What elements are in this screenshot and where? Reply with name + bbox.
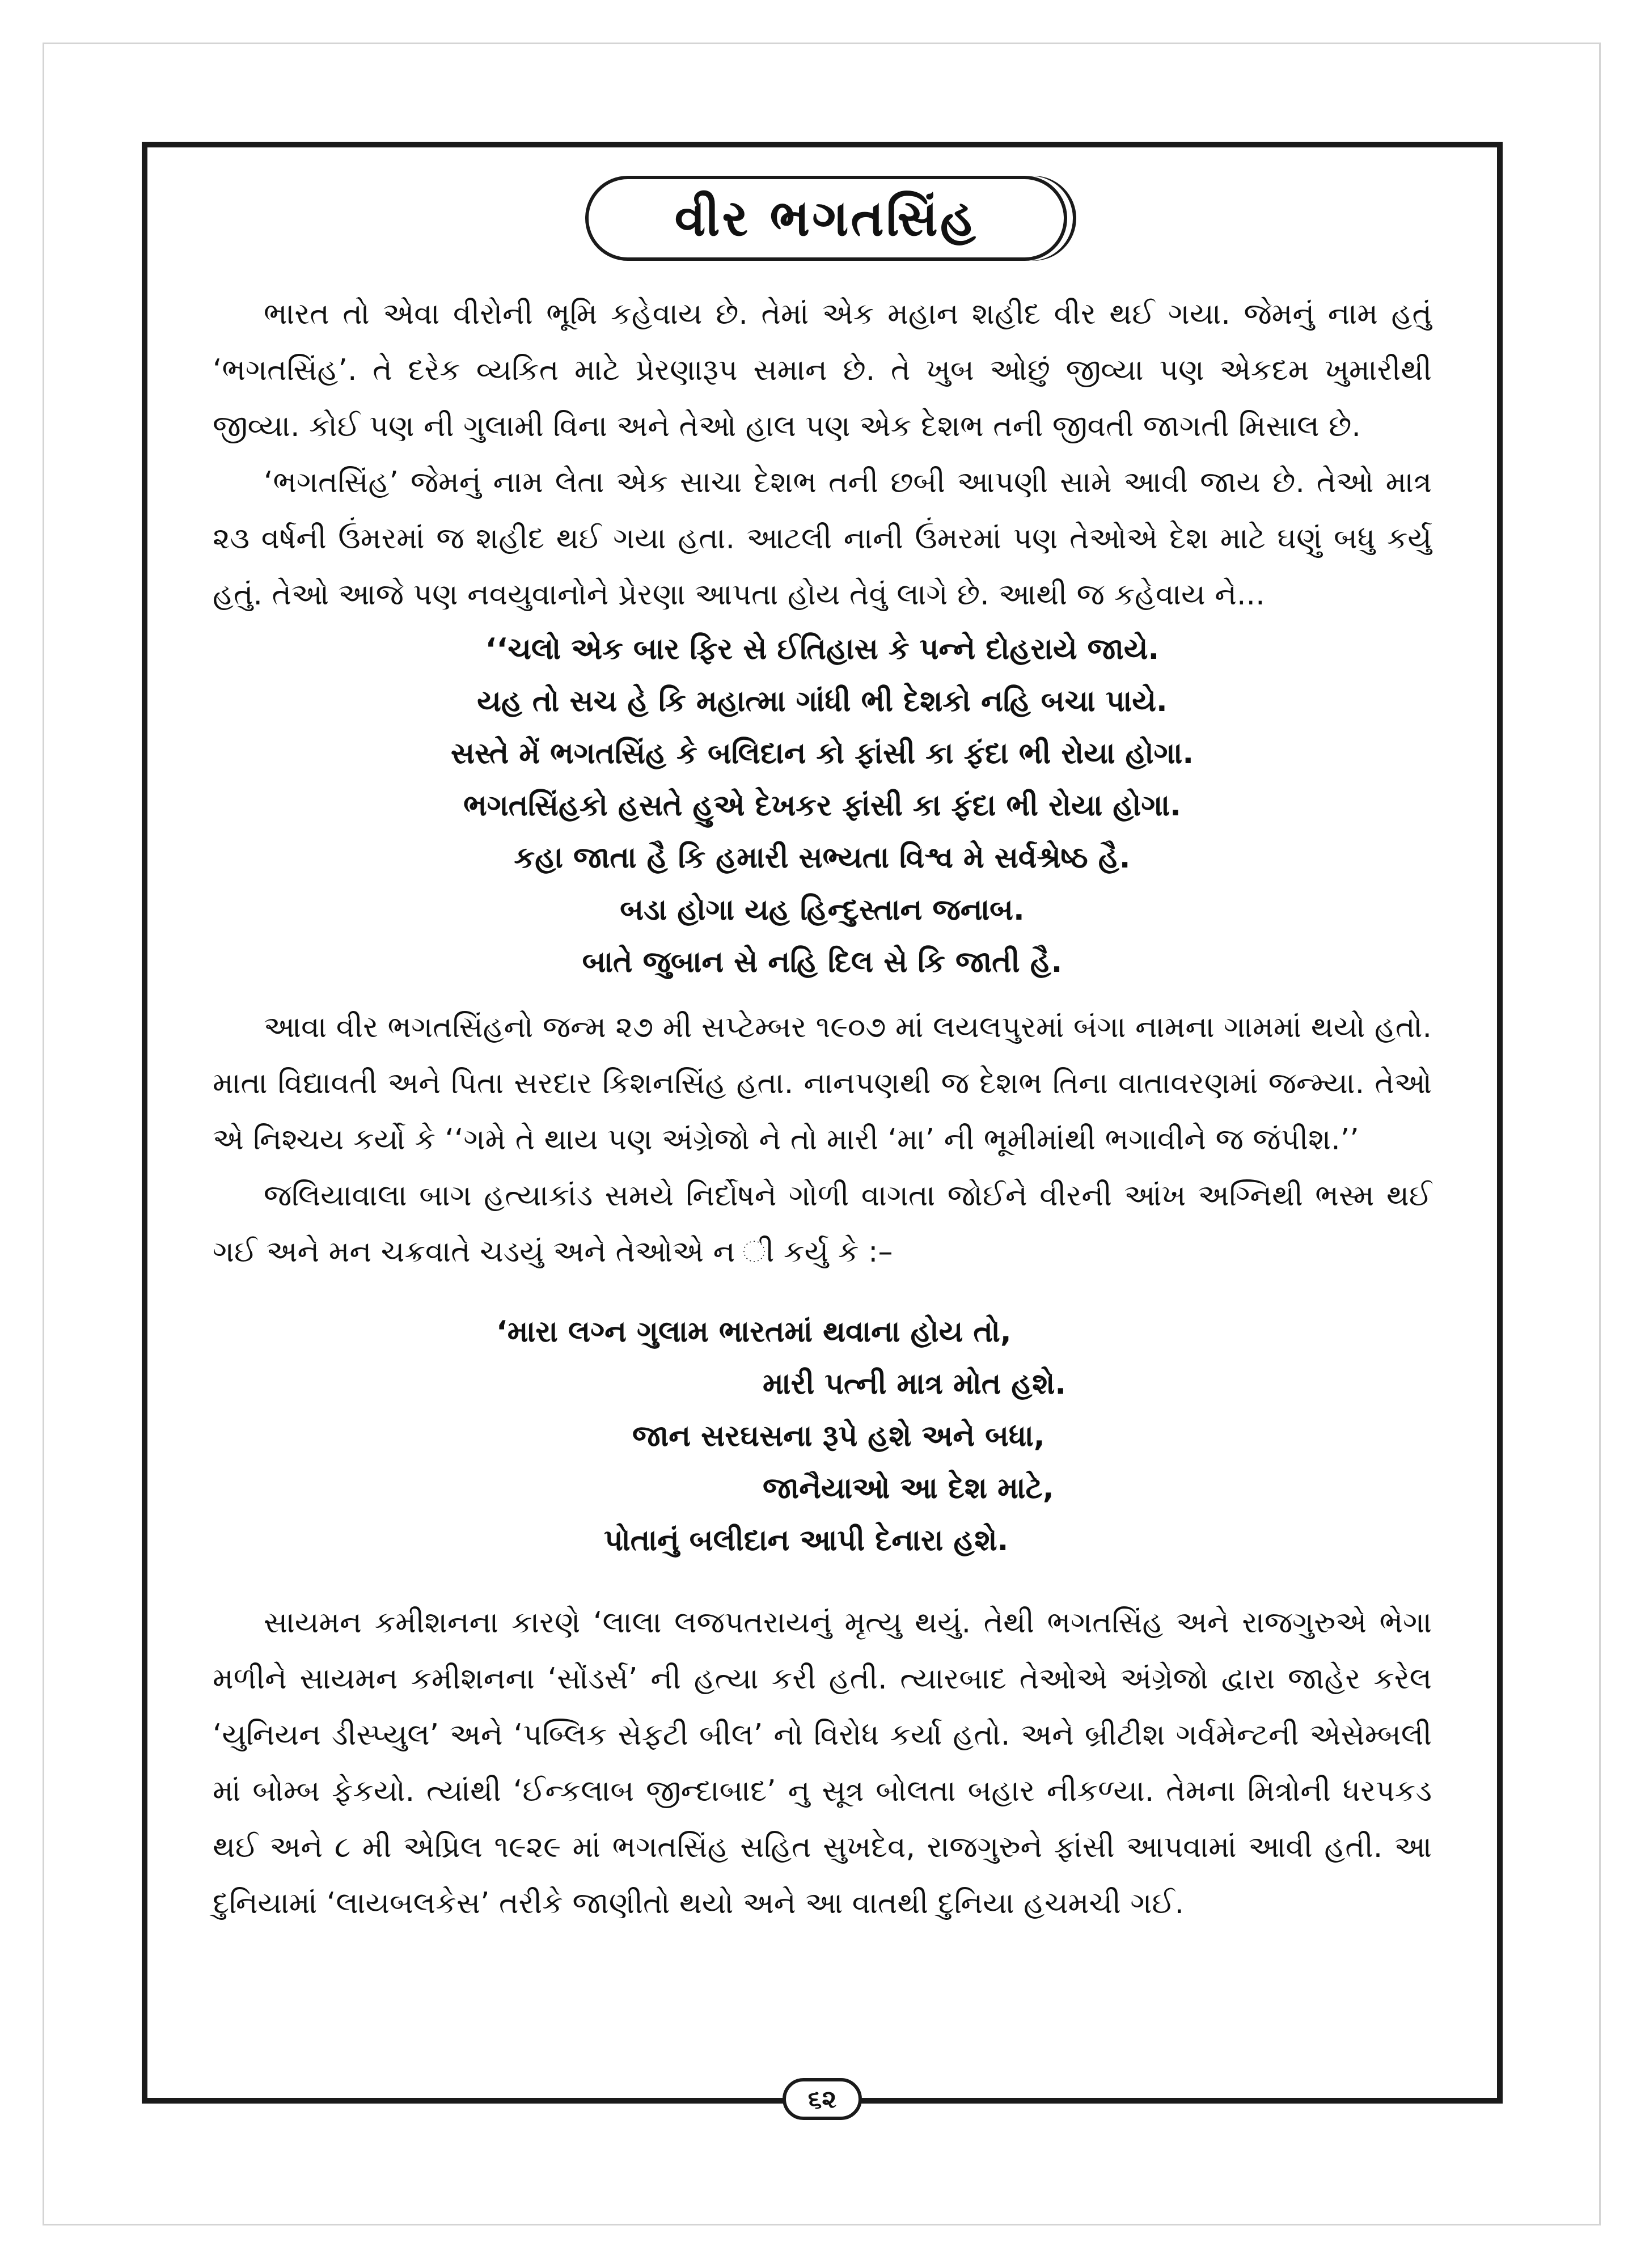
page-number-badge <box>783 2078 862 2120</box>
article-body <box>213 286 1432 1932</box>
verse-line: યહ તો સચ હે કિ મહાત્મા ગાંધી ભી દેશકો નહિ બચા પાયે. <box>477 684 1168 718</box>
poem-line: જાનૈયાઓ આ દેશ માટે, <box>763 1471 1054 1505</box>
verse-line: બડા હોગા યહ હિન્દુસ્તાન જનાબ. <box>620 893 1025 927</box>
verse-line: સસ્તે મેં ભગતસિંહ કે બલિદાન કો ફાંસી કા ફંદા ભી રોયા હોગા. <box>450 737 1194 771</box>
middle-paragraph-2: જલિયાવાલા બાગ હત્યાકાંડ સમયે નિર્દોષને ગોળી વાગતા જોઈને વીરની આંખ અગ્નિથી ભસ્મ થઈ ગઈ અને મન ચક્રવાતે ચડયું અને તેઓએ ન ી કર્યુ કે :– <box>213 1179 1432 1269</box>
closing-paragraph: સાયમન કમીશનના કારણે ‘લાલા લજપતરાયનું મૃત્યુ થયું. તેથી ભગતસિંહ અને રાજગુરુએ ભેગા મળીને સાયમન કમીશનના ‘સોંડર્સ’ ની હત્યા કરી હતી. ત્યારબાદ તેઓએ અંગ્રેજો દ્વારા જાહેર કરેલ ‘યુનિયન ડીસ્પ્યુલ’ અને ‘પબ્લિક સેફટી બીલ’ નો વિરોધ કર્યા હતો. અને બ્રીટીશ ગર્વમેન્ટની એસેમ્બલી માં બોમ્બ ફેકયો. ત્યાંથી ‘ઈન્કલાબ જીન્દાબાદ’ નુ સૂત્ર બોલતા બહાર નીકળ્યા. તેમના મિત્રોની ધરપકડ થઈ અને ૮ મી એપ્રિલ ૧૯૨૯ માં ભગતસિંહ સહિત સુખદેવ, રાજગુરુને ફાંસી આપવામાં આવી હતી. આ દુનિયામાં ‘લાયબલકેસ’ તરીકે જાણીતો થયો અને આ વાતથી દુનિયા હચમચી ગઈ. <box>213 1606 1432 1920</box>
gujarati-poem <box>213 1306 1432 1567</box>
middle-paragraph-1: આવા વીર ભગતસિંહનો જન્મ ૨૭ મી સપ્ટેમ્બર ૧૯૦૭ માં લયલપુરમાં બંગા નામના ગામમાં થયો હતો. માતા વિદ્યાવતી અને પિતા સરદાર કિશનસિંહ હતા. નાનપણથી જ દેશભ તિના વાતાવરણમાં જન્મ્યા. તેઓ એ નિશ્ચય કર્યો કે ‘‘ગમે તે થાય પણ અંગ્રેજો ને તો મારી ‘મા’ ની ભૂમીમાંથી ભગાવીને જ જંપીશ.’’ <box>213 1010 1432 1157</box>
verse-line: ભગતસિંહકો હસતે હુએ દેખકર ફાંસી કા ફંદા ભી રોયા હોગા. <box>463 789 1181 823</box>
poem-line: પોતાનું બલીદાન આપી દેનારા હશે. <box>604 1524 1009 1558</box>
verse-line: કહા જાતા હૈ કિ હમારી સભ્યતા વિશ્વ મે સર્વશ્રેષ્ઠ હૈ. <box>514 841 1131 875</box>
poem-line: જાન સરઘસના રૂપે હશે અને બધા, <box>632 1419 1045 1453</box>
intro-paragraph-2: ‘ભગતસિંહ’ જેમનું નામ લેતા એક સાચા દેશભ તની છબી આપણી સામે આવી જાય છે. તેઓ માત્ર ૨૩ વર્ષની ઉંમરમાં જ શહીદ થઈ ગયા હતા. આટલી નાની ઉંમરમાં પણ તેઓએ દેશ માટે ઘણું બધુ કર્યુ હતું. તેઓ આજે પણ નવયુવાનોને પ્રેરણા આપતા હોય તેવું લાગે છે. આથી જ કહેવાય ને... <box>213 466 1432 612</box>
hindi-verse <box>213 623 1432 988</box>
poem-line: મારી પત્ની માત્ર મોત હશે. <box>763 1367 1067 1401</box>
intro-paragraph-1: ભારત તો એવા વીરોની ભૂમિ કહેવાય છે. તેમાં એક મહાન શહીદ વીર થઈ ગયા. જેમનું નામ હતું ‘ભગતસિંહ’. તે દરેક વ્યકિત માટે પ્રેરણારૂપ સમાન છે. તે ખુબ ઓછું જીવ્યા પણ એકદમ ખુમારીથી જીવ્યા. કોઈ પણ ની ગુલામી વિના અને તેઓ હાલ પણ એક દેશભ તની જીવતી જાગતી મિસાલ છે. <box>213 297 1432 443</box>
page-number: ૬૨ <box>807 2084 837 2114</box>
poem-line: ‘મારા લગ્ન ગુલામ ભારતમાં થવાના હોય તો, <box>496 1315 1012 1349</box>
verse-line: ‘‘ચલો એક બાર ફિર સે ઈતિહાસ કે પન્ને દોહરાયે જાયે. <box>485 632 1160 666</box>
spacer <box>213 988 1432 1000</box>
title-banner <box>585 176 1067 261</box>
page-title: વીર ભગતસિંહ <box>674 188 978 247</box>
verse-line: બાતે જુબાન સે નહિ દિલ સે કિ જાતી હૈ. <box>582 945 1063 979</box>
